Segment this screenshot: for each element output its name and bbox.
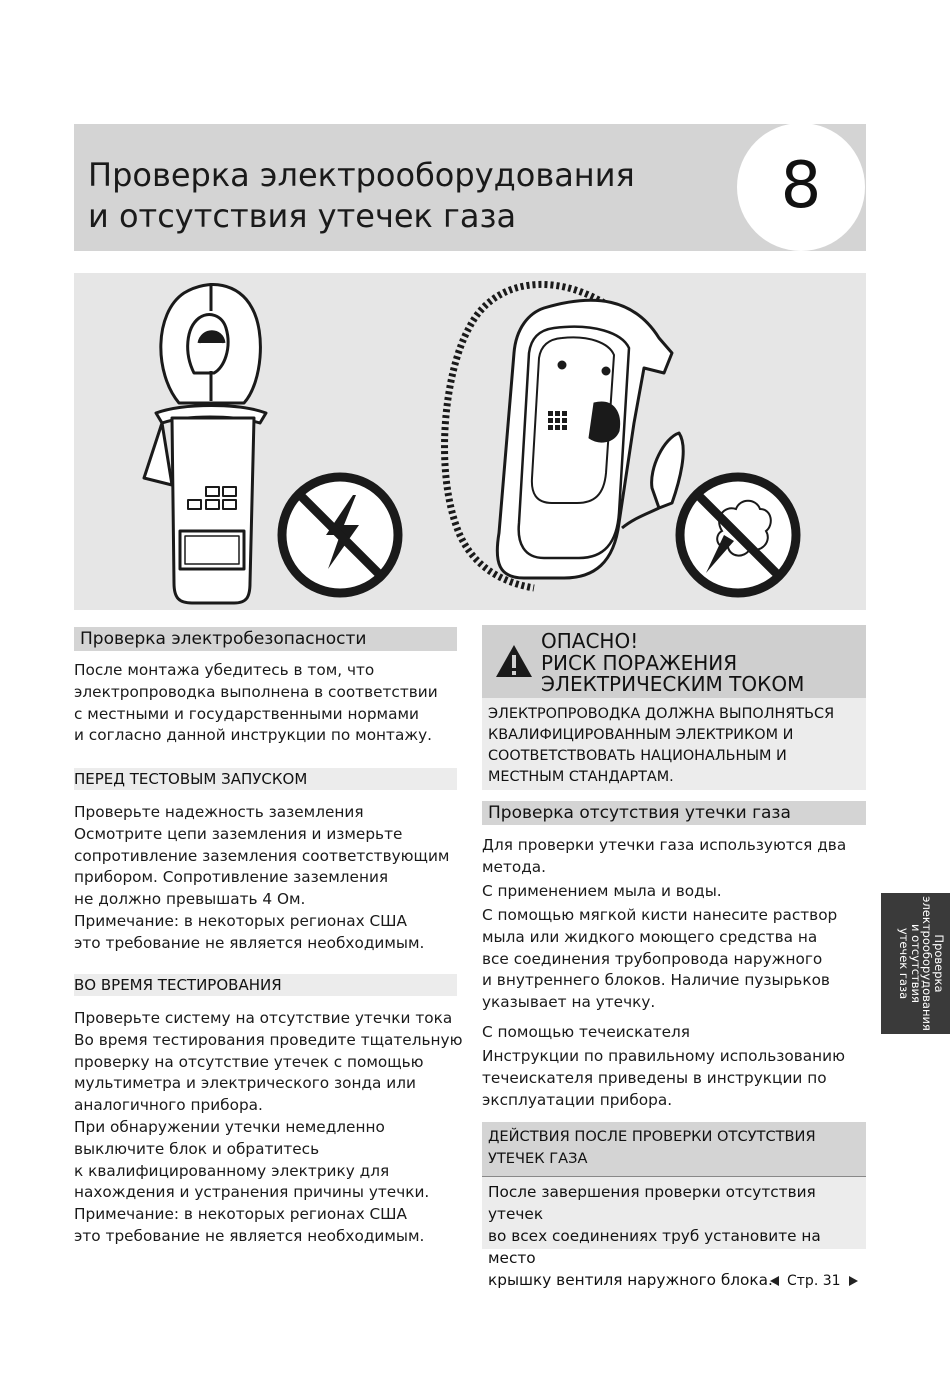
illustration-panel xyxy=(74,273,866,610)
before-test-text: Проверьте надежность заземления Осмотрите цепи заземления и измерьте сопротивление заземления соответствующим прибором. Сопротивление заземления не должно превышать 4 Ом. Примечание: в некоторых регионах США это требование не является необходимым. xyxy=(74,803,450,952)
danger-text: ЭЛЕКТРОПРОВОДКА ДОЛЖНА ВЫПОЛНЯТЬСЯ КВАЛИФИЦИРОВАННЫМ ЭЛЕКТРИКОМ И СООТВЕТСТВОВАТЬ НАЦИОНАЛЬНЫМ И МЕСТНЫМ СТАНДАРТАМ. xyxy=(488,706,835,785)
subsection-title-before-test: ПЕРЕД ТЕСТОВЫМ ЗАПУСКОМ xyxy=(74,768,457,790)
chapter-title xyxy=(88,155,708,237)
chapter-side-tab[interactable] xyxy=(881,893,950,1034)
clamp-meter-illustration xyxy=(144,283,266,603)
no-gas-icon xyxy=(680,477,796,593)
side-tab-label: Проверка электрооборудования и отсутствия утечек газа xyxy=(897,896,946,1031)
soap-method-title: С применением мыла и воды. xyxy=(482,882,722,900)
section-title-gas-leak-check: Проверка отсутствия утечки газа xyxy=(482,801,866,825)
detector-method-text: Инструкции по правильному использованию течеискателя приведены в инструкции по эксплуатации прибора. xyxy=(482,1047,846,1109)
page-navigation xyxy=(770,1270,870,1292)
gas-leak-detector-illustration xyxy=(445,284,684,588)
page-number-label: Стр. 31 xyxy=(787,1273,841,1289)
subsection-title-during-test: ВО ВРЕМЯ ТЕСТИРОВАНИЯ xyxy=(74,974,457,996)
after-check-title: ДЕЙСТВИЯ ПОСЛЕ ПРОВЕРКИ ОТСУТСТВИЯ УТЕЧЕК ГАЗА xyxy=(488,1128,816,1167)
gas-check-intro: Для проверки утечки газа используются два метода. xyxy=(482,836,847,876)
no-electricity-icon xyxy=(282,477,398,593)
chapter-number: 8 xyxy=(780,149,822,223)
danger-title: ОПАСНО! РИСК ПОРАЖЕНИЯ ЭЛЕКТРИЧЕСКИМ ТОКОМ xyxy=(541,629,805,696)
next-page-arrow-icon[interactable] xyxy=(849,1276,858,1286)
warning-triangle-icon xyxy=(494,643,534,679)
previous-page-arrow-icon[interactable] xyxy=(770,1276,779,1286)
section-title-electrical-safety: Проверка электробезопасности xyxy=(74,627,457,651)
during-test-text: Проверьте систему на отсутствие утечки тока Во время тестирования проведите тщательную проверку на отсутствие утечек с помощью мультиметра и электрического зонда или аналогичного прибора. При обнаружении утечки немедленно выключите блок и обратитесь к квалифицированному электрику для нахождения и устранения причины утечки. Примечание: в некоторых регионах США это требование не является необходимым. xyxy=(74,1009,463,1245)
electrical-safety-intro: После монтажа убедитесь в том, что электропроводка выполнена в соответствии с местными и государственными нормами и согласно данной инструкции по монтажу. xyxy=(74,661,438,745)
soap-method-text: С помощью мягкой кисти нанесите раствор мыла или жидкого моющего средства на все соединения трубопровода наружного и внутреннего блоков. Наличие пузырьков указывает на утечку. xyxy=(482,906,838,1012)
detector-method-title: С помощью течеискателя xyxy=(482,1023,691,1041)
chapter-title-line-2: и отсутствия утечек газа xyxy=(88,197,517,235)
after-check-text: После завершения проверки отсутствия утечек во всех соединениях труб установите на место крышку вентиля наружного блока. xyxy=(488,1183,821,1289)
chapter-title-line-1: Проверка электрооборудования xyxy=(88,156,635,194)
